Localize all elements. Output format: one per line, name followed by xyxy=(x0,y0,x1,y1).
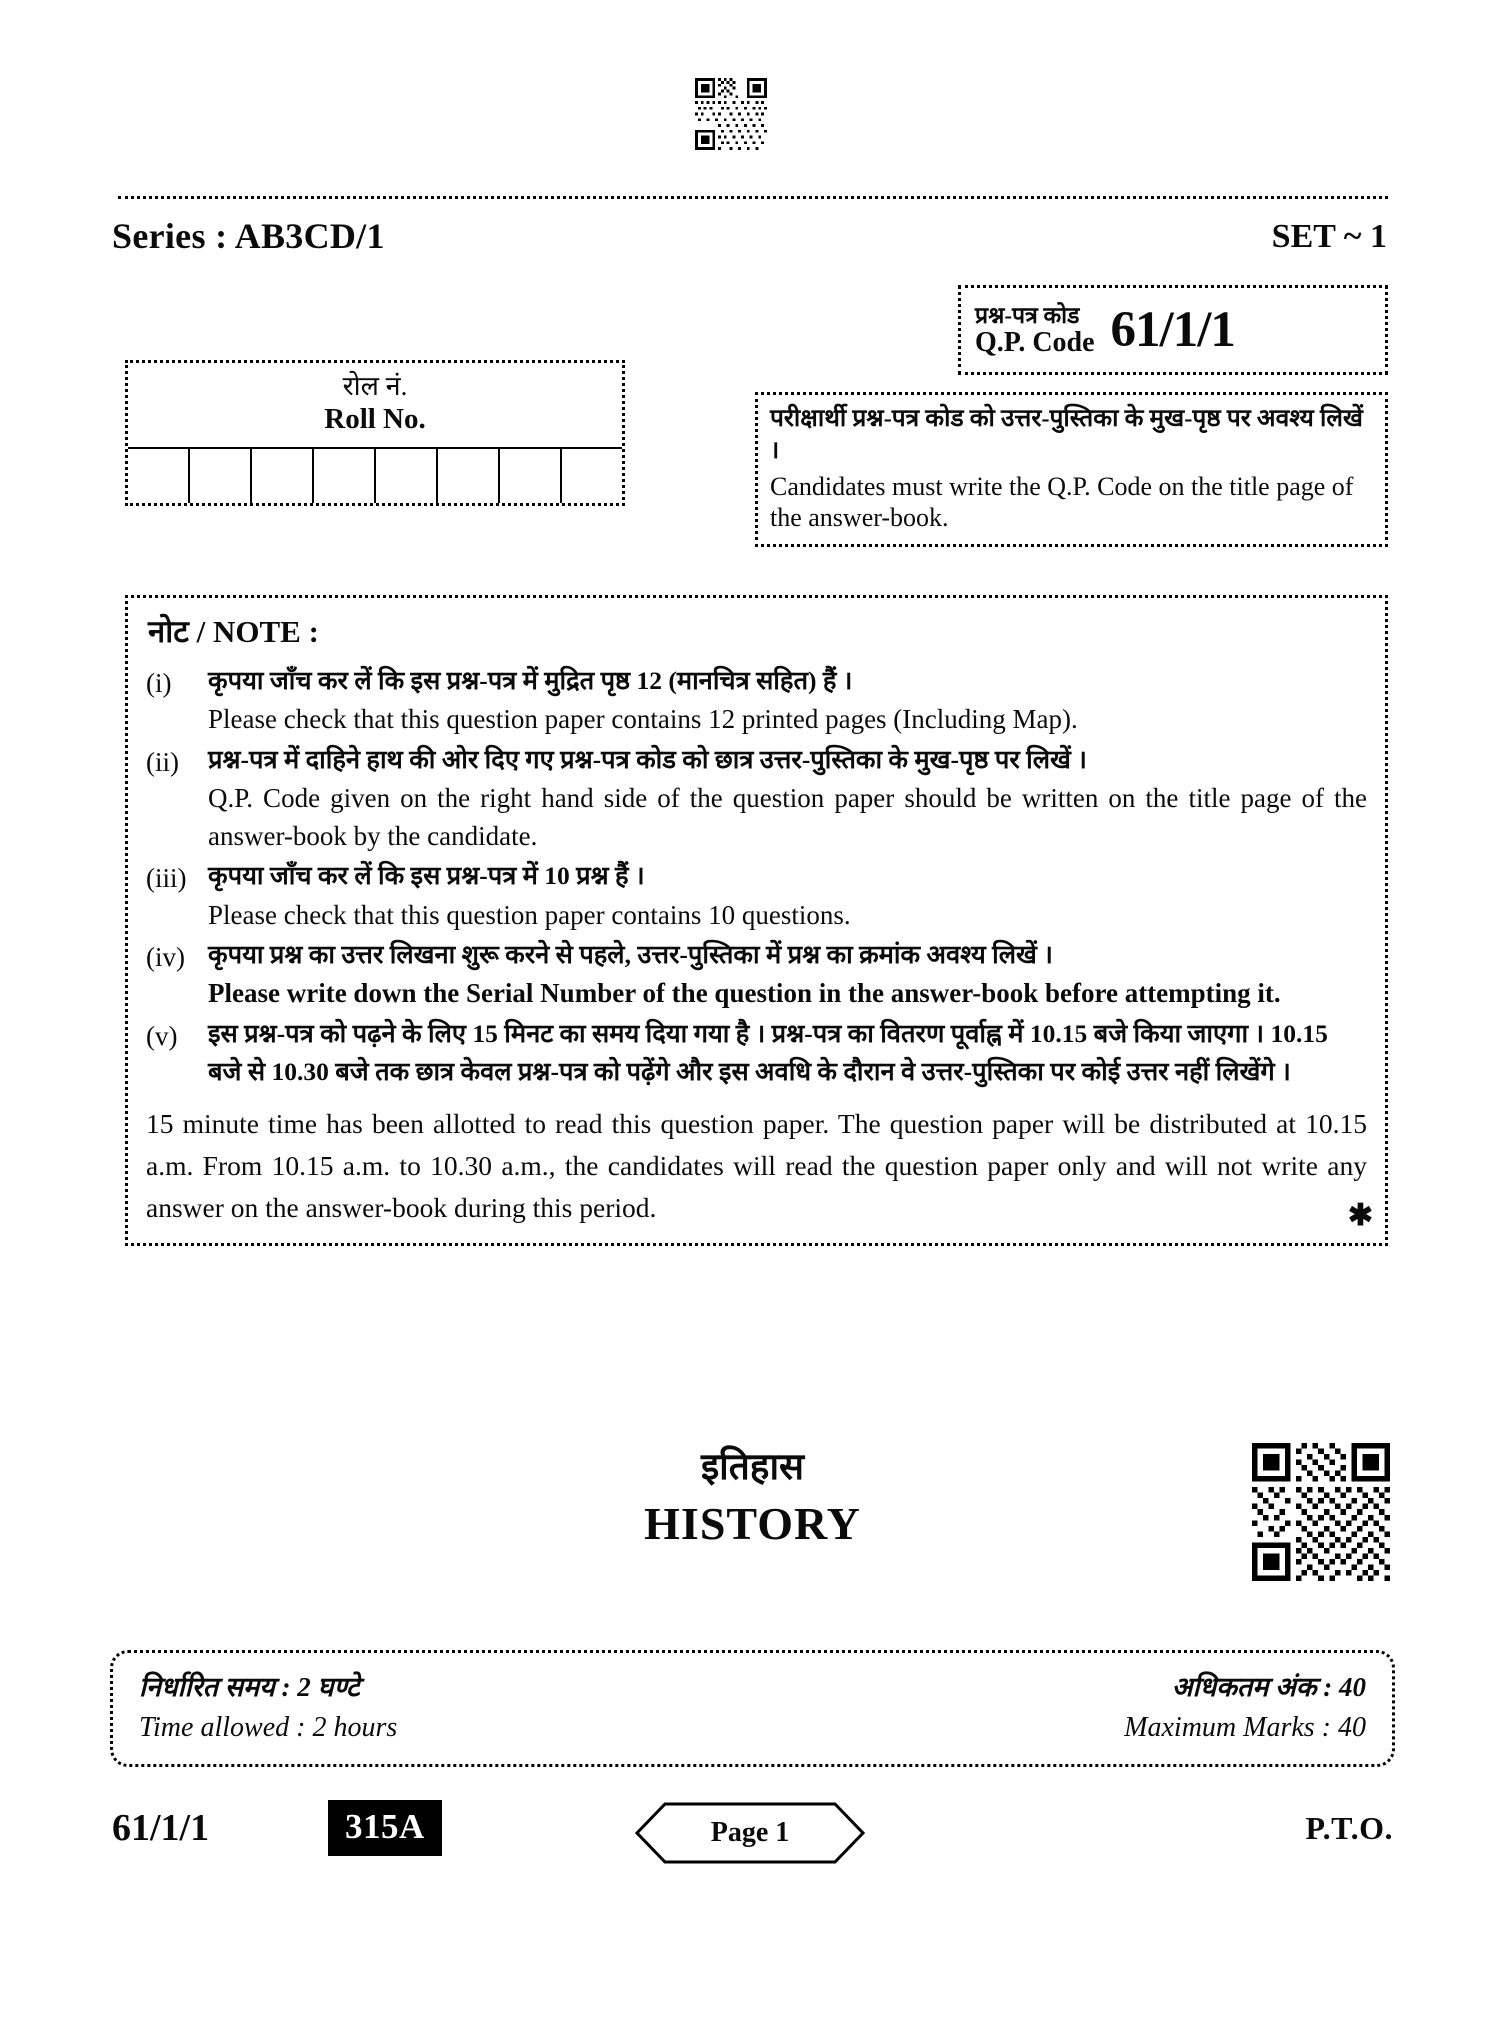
subject-title-hi: इतिहास xyxy=(700,1447,805,1488)
maximum-marks-en: Maximum Marks : 40 xyxy=(1124,1711,1366,1743)
qp-code-box xyxy=(958,285,1388,375)
note-text-hi: कृपया प्रश्न का उत्तर लिखना शुरू करने से पहले, उत्तर-पुस्तिका में प्रश्न का क्रमांक अवश्य लिखें । xyxy=(208,940,1053,970)
qp-code-labels xyxy=(975,304,1095,357)
note-text-hi: कृपया जाँच कर लें कि इस प्रश्न-पत्र में 10 प्रश्न हैं । xyxy=(208,861,645,891)
qp-code-label-hi: प्रश्न-पत्र कोड xyxy=(975,302,1080,328)
candidates-notice-hi: परीक्षार्थी प्रश्न-पत्र कोड को उत्तर-पुस्तिका के मुख-पृष्ठ पर अवश्य लिखें । xyxy=(770,405,1363,465)
time-marks-box xyxy=(110,1650,1395,1767)
note-marker: (v) xyxy=(146,1020,178,1051)
candidates-notice-box xyxy=(755,392,1388,547)
roll-no-digit-cell[interactable] xyxy=(500,449,562,503)
note-item-iii xyxy=(146,857,1367,934)
subject-title-en: HISTORY xyxy=(644,1497,861,1549)
top-divider xyxy=(118,196,1388,199)
roll-no-digit-cell[interactable] xyxy=(376,449,438,503)
roll-no-digit-cell[interactable] xyxy=(314,449,376,503)
note-item-i xyxy=(146,662,1367,739)
roll-no-digit-cell[interactable] xyxy=(562,449,622,503)
footer-pto: P.T.O. xyxy=(1305,1810,1393,1846)
set-label: SET ~ 1 xyxy=(1271,218,1387,255)
note-text-hi: प्रश्न-पत्र में दाहिने हाथ की ओर दिए गए प्रश्न-पत्र कोड को छात्र उत्तर-पुस्तिका के मुख-पृष्ठ पर लिखें । xyxy=(208,744,1087,774)
footer-qp-code: 61/1/1 xyxy=(112,1807,210,1849)
note-box xyxy=(125,595,1388,1246)
note-item-v xyxy=(146,1015,1367,1092)
note-marker: (iv) xyxy=(146,942,185,973)
note-item-iv xyxy=(146,936,1367,1013)
roll-no-digit-cell[interactable] xyxy=(438,449,500,503)
note-text-en: Q.P. Code given on the right hand side of the question paper should be written on the title page of the answer-book by the candidate. xyxy=(208,782,1367,852)
note-item-ii xyxy=(146,741,1367,856)
note-text-en: Please check that this question paper contains 10 questions. xyxy=(208,899,851,930)
note-text-hi: इस प्रश्न-पत्र को पढ़ने के लिए 15 मिनट का समय दिया गया है । प्रश्न-पत्र का वितरण पूर्वाह्न में 10.15 बजे किया जाएगा । 10.15 बजे से 10.30 बजे तक छात्र केवल प्रश्न-पत्र को पढ़ेंगे और इस अवधि के दौरान वे उत्तर-पुस्तिका पर कोई उत्तर नहीं लिखेंगे । xyxy=(208,1018,1328,1086)
note-text-en: Please check that this question paper contains 12 printed pages (Including Map). xyxy=(208,704,1078,735)
page-footer xyxy=(0,1800,1505,1870)
roll-no-digit-cell[interactable] xyxy=(128,449,190,503)
roll-no-digit-cell[interactable] xyxy=(252,449,314,503)
footer-page-label: Page 1 xyxy=(710,1817,790,1848)
roll-no-label-en: Roll No. xyxy=(324,403,426,436)
roll-no-box xyxy=(125,360,625,506)
time-allowed-block xyxy=(139,1667,397,1748)
roll-no-label-hi: रोल नं. xyxy=(342,371,408,401)
qp-code-value: 61/1/1 xyxy=(1110,302,1235,358)
qp-code-label-en: Q.P. Code xyxy=(975,326,1095,358)
note-marker: (iii) xyxy=(146,863,187,894)
note-final-paragraph xyxy=(146,1103,1373,1232)
qr-code-icon-top xyxy=(695,78,767,150)
note-text-en: Please write down the Serial Number of the question in the answer-book before attempting it. xyxy=(208,978,1281,1009)
note-final-paragraph-text: 15 minute time has been allotted to read this question paper. The question paper will be distributed at 10.15 a.m. From 10.15 a.m. to 10.30 a.m., the candidates will read the question paper only and will not write any answer on the answer-book during this period. xyxy=(146,1108,1367,1223)
roll-no-digit-cell[interactable] xyxy=(190,449,252,503)
maximum-marks-hi: अधिकतम अंक : 40 xyxy=(1171,1672,1366,1702)
footer-paper-badge: 315A xyxy=(328,1800,442,1856)
maximum-marks-block xyxy=(1124,1667,1366,1748)
note-text-hi: कृपया जाँच कर लें कि इस प्रश्न-पत्र में मुद्रित पृष्ठ 12 (मानचित्र सहित) हैं । xyxy=(208,666,853,695)
note-marker: (i) xyxy=(146,668,172,698)
time-allowed-en: Time allowed : 2 hours xyxy=(139,1711,398,1743)
series-label: Series : AB3CD/1 xyxy=(112,216,385,256)
qr-code-icon-subject xyxy=(1252,1443,1390,1581)
note-title: नोट / NOTE : xyxy=(148,614,319,649)
footer-page-marker xyxy=(635,1802,865,1864)
candidates-notice-en: Candidates must write the Q.P. Code on the title page of the answer-book. xyxy=(770,471,1354,533)
note-marker: (ii) xyxy=(146,746,179,777)
time-allowed-hi: निर्धारित समय : 2 घण्टे xyxy=(139,1672,360,1702)
asterisk-icon: ✱ xyxy=(1347,1198,1373,1232)
roll-no-input-grid[interactable] xyxy=(128,447,622,503)
